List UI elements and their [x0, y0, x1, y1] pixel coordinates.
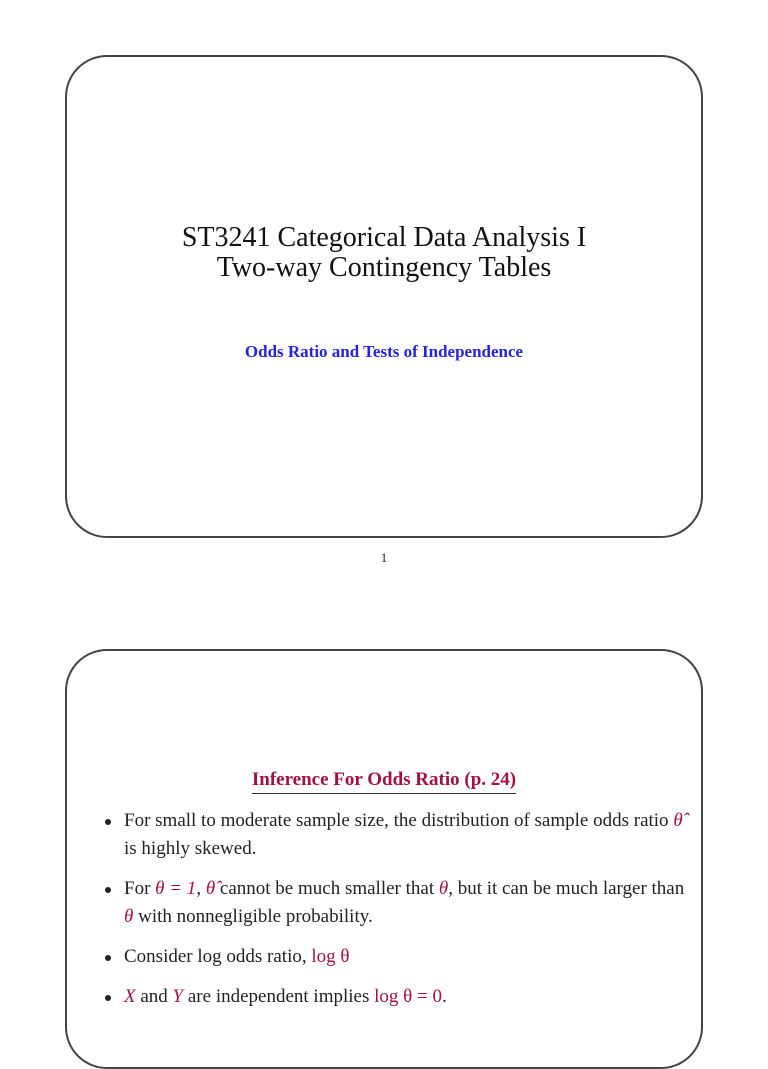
math: θ — [438, 878, 449, 899]
math: X — [124, 986, 136, 1007]
bullet-item — [102, 983, 691, 1011]
content-slide — [65, 649, 703, 1069]
math: θ̂ — [673, 810, 683, 831]
bullet-item — [102, 875, 691, 931]
slide-subtitle: Odds Ratio and Tests of Independence — [244, 342, 524, 361]
slide-heading — [67, 769, 701, 794]
text: is highly skewed. — [124, 838, 257, 859]
text: . — [441, 986, 447, 1007]
text: For — [124, 878, 156, 899]
text: For small to moderate sample size, the distribution of sample odds ratio — [124, 810, 674, 831]
page-number: 1 — [380, 550, 388, 565]
text: Consider log odds ratio, — [124, 946, 312, 967]
bullet-item — [102, 807, 691, 863]
text: , — [196, 878, 206, 899]
math: Y — [172, 986, 184, 1007]
text: with nonnegligible probability. — [133, 906, 373, 927]
text: are independent implies — [183, 986, 375, 1007]
math: log θ — [311, 946, 350, 967]
bullet-list — [102, 807, 691, 1023]
bullet-item — [102, 943, 691, 971]
text: and — [135, 986, 173, 1007]
math: θ = 1 — [155, 878, 197, 899]
text: cannot be much smaller that — [215, 878, 439, 899]
slide-title-line1: ST3241 Categorical Data Analysis I — [181, 222, 587, 253]
text: , but it can be much larger than — [448, 878, 685, 899]
math: θ̂ — [205, 878, 216, 899]
heading-text: Inference For Odds Ratio (p. 24) — [252, 769, 516, 794]
math: θ — [124, 906, 134, 927]
title-slide — [65, 55, 703, 538]
slide-title-line2: Two-way Contingency Tables — [216, 252, 552, 283]
math: log θ = 0 — [374, 986, 442, 1007]
